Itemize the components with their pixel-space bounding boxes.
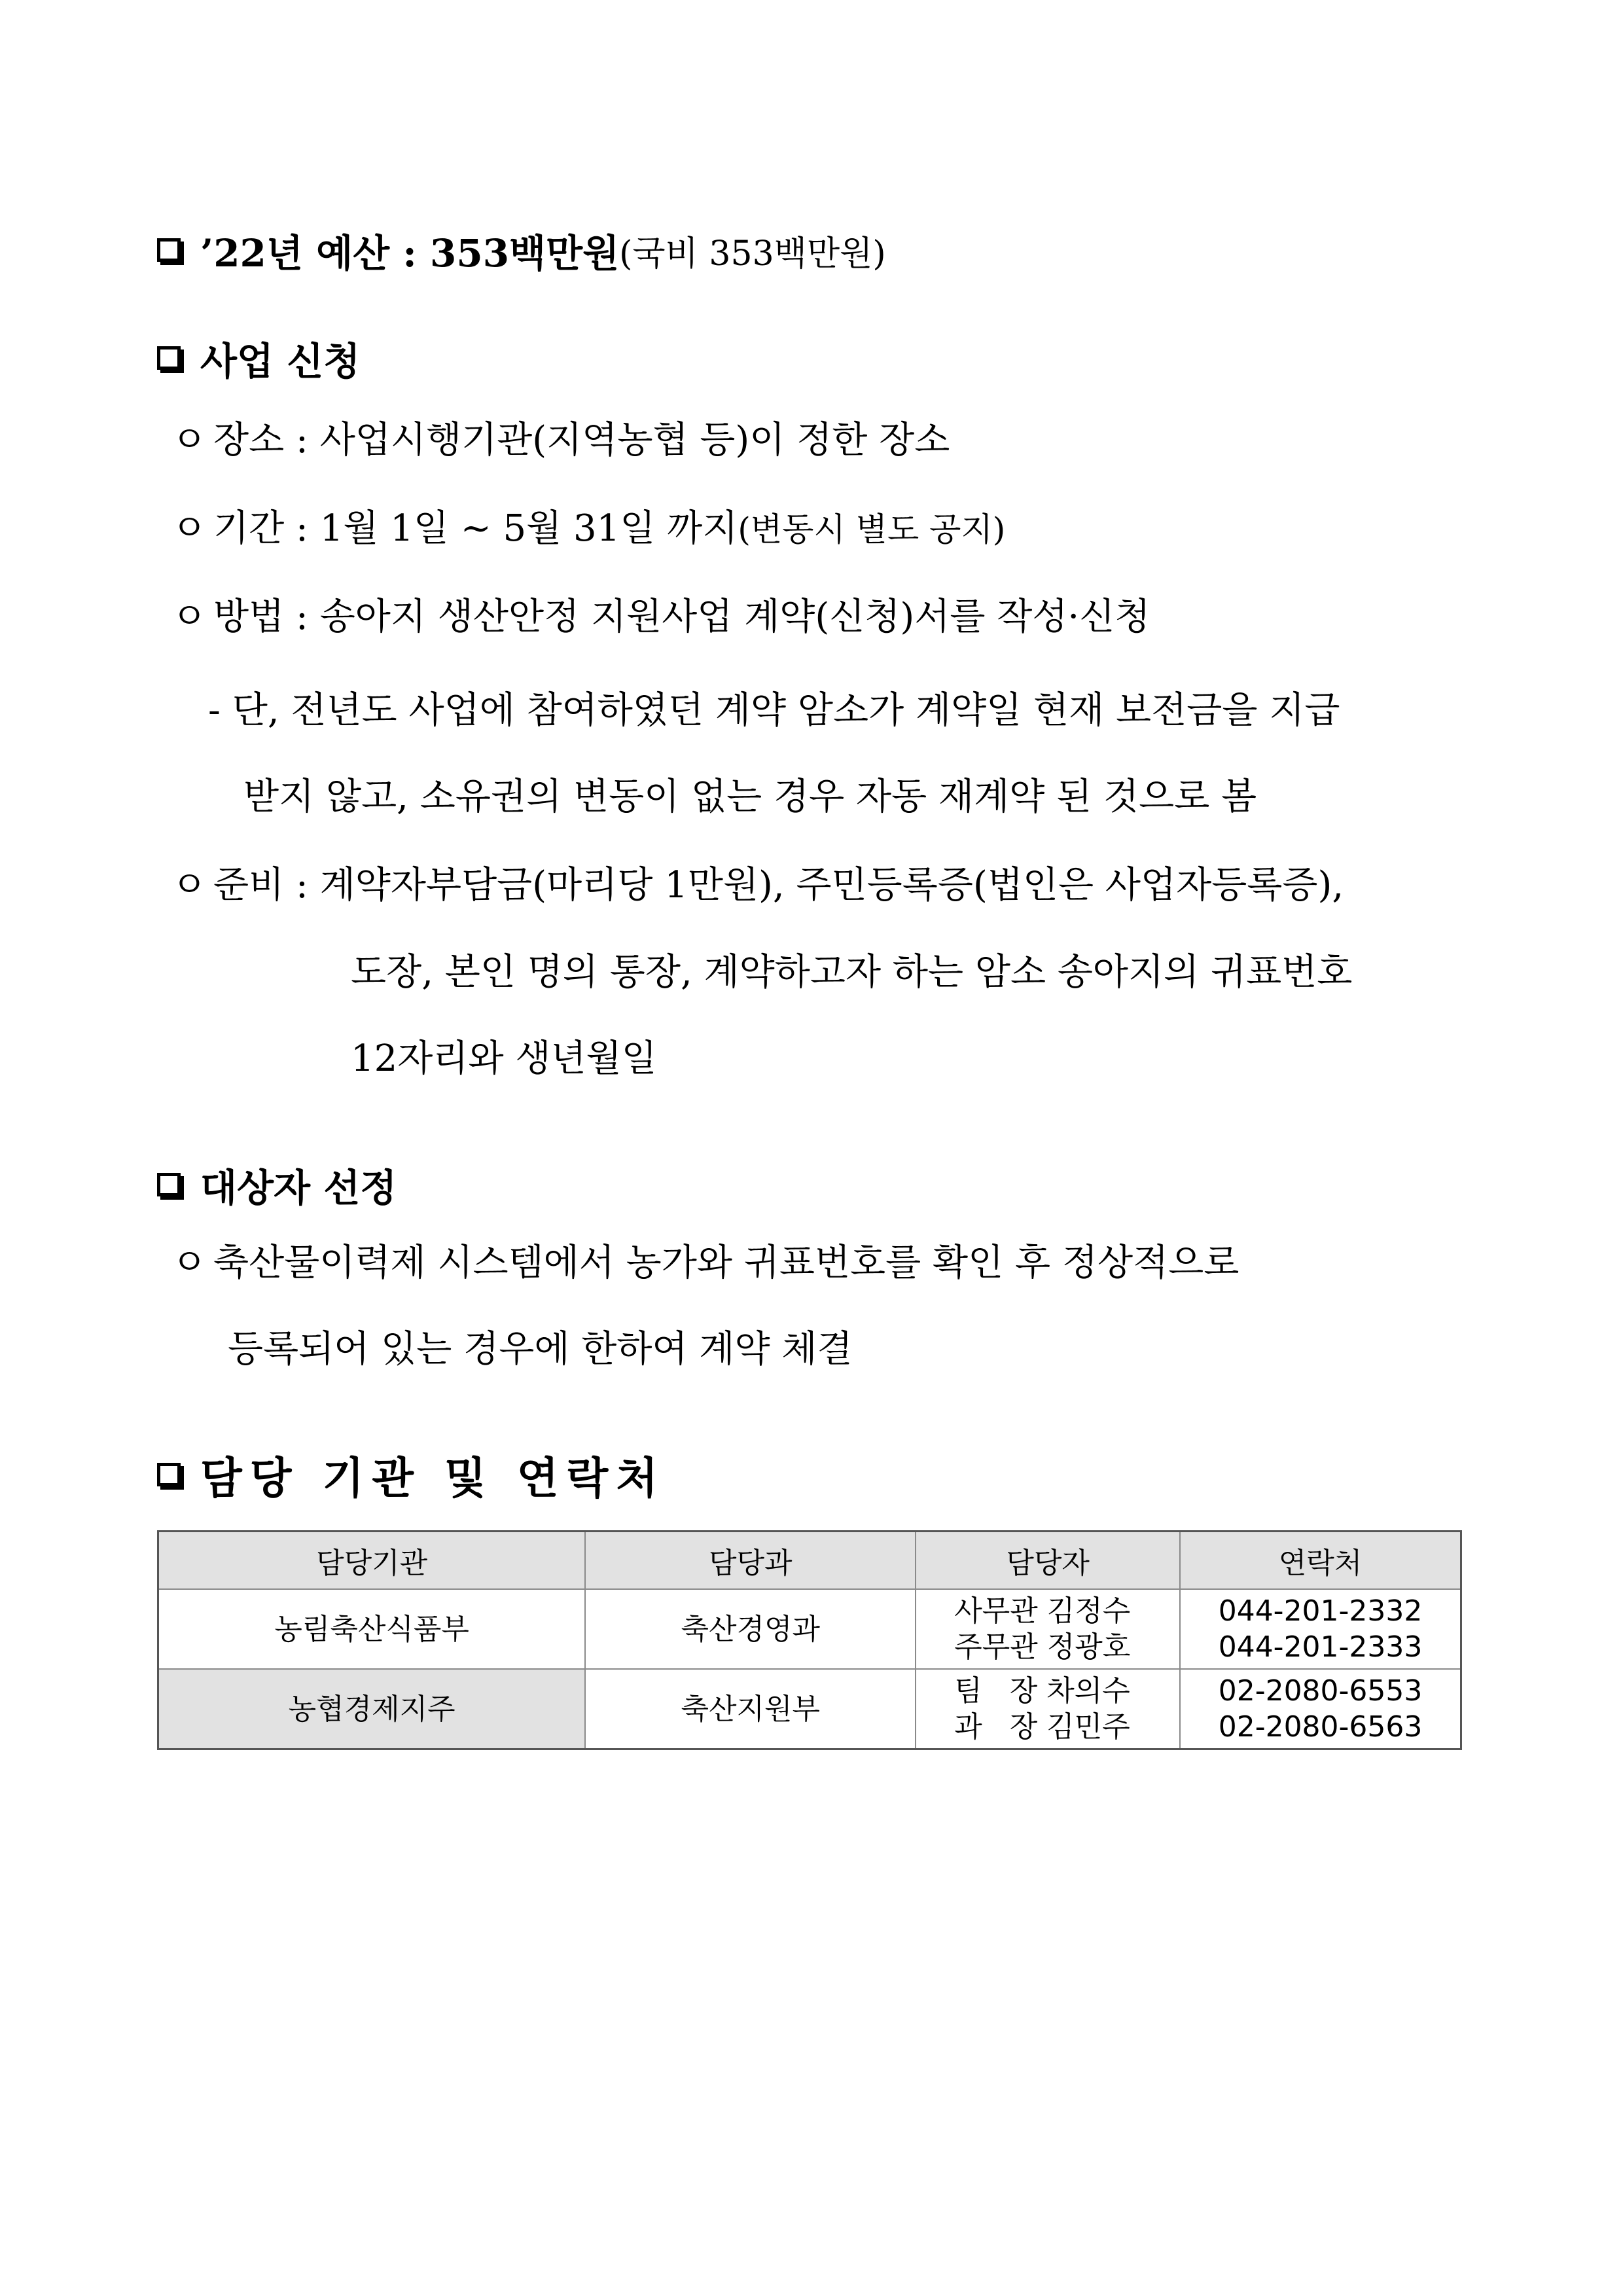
period-item <box>171 507 1006 550</box>
header-phone: 연락처 <box>1180 1532 1461 1590</box>
dept-cell: 축산경영과 <box>585 1589 916 1669</box>
agency-cell: 농림축산식품부 <box>158 1589 586 1669</box>
place-text: 사업시행기관(지역농협 등)이 정한 장소 <box>319 419 950 461</box>
contacts-heading <box>157 1443 666 1505</box>
agency-cell: 농협경제지주 <box>158 1669 586 1749</box>
application-heading <box>157 331 360 386</box>
method-text: 송아지 생산안정 지원사업 계약(신청)서를 작성·신청 <box>319 596 1150 638</box>
table-row <box>158 1589 1461 1669</box>
table-header-row <box>158 1532 1461 1590</box>
person-cell <box>916 1589 1180 1669</box>
circle-bullet-icon: ㅇ <box>171 864 207 906</box>
prep-line2: 도장, 본인 명의 통장, 계약하고자 하는 암소 송아지의 귀표번호 <box>351 951 1353 994</box>
person-1: 팀 장 차의수 <box>954 1674 1130 1708</box>
method-sub-item <box>208 689 1340 732</box>
method-label: 방법 <box>213 596 285 638</box>
checkbox-icon <box>157 346 181 370</box>
phone-2: 02-2080-6563 <box>1218 1710 1423 1744</box>
selection-line1: 축산물이력제 시스템에서 농가와 귀표번호를 확인 후 정상적으로 <box>213 1242 1240 1284</box>
period-text: 1월 1일 ~ 5월 31일 까지 <box>319 507 738 550</box>
selection-heading <box>157 1157 397 1212</box>
header-person: 담당자 <box>916 1532 1180 1590</box>
prep-label: 준비 <box>213 864 285 906</box>
separator: : <box>296 507 308 550</box>
circle-bullet-icon: ㅇ <box>171 507 207 550</box>
person-1: 사무관 김정수 <box>954 1594 1131 1628</box>
checkbox-icon <box>157 1463 181 1486</box>
phone-cell <box>1180 1669 1461 1749</box>
header-dept: 담당과 <box>585 1532 916 1590</box>
period-label: 기간 <box>213 507 285 550</box>
budget-note: (국비 353백만원) <box>619 234 886 274</box>
prep-line1: 계약자부담금(마리당 1만원), 주민등록증(법인은 사업자등록증), <box>319 864 1344 906</box>
method-item <box>171 596 1150 638</box>
separator: : <box>296 596 308 638</box>
application-title: 사업 신청 <box>200 339 361 384</box>
contacts-table <box>157 1530 1462 1750</box>
phone-cell <box>1180 1589 1461 1669</box>
dash-bullet-icon: - <box>208 689 221 732</box>
dept-cell: 축산지원부 <box>585 1669 916 1749</box>
selection-line2: 등록되어 있는 경우에 한하여 계약 체결 <box>228 1328 853 1371</box>
separator: : <box>296 864 308 906</box>
person-cell <box>916 1669 1180 1749</box>
selection-title: 대상자 선정 <box>200 1166 397 1210</box>
prep-item <box>171 864 1344 906</box>
place-item <box>171 419 950 461</box>
place-label: 장소 <box>213 419 285 461</box>
checkbox-icon <box>157 1173 181 1196</box>
phone-1: 02-2080-6553 <box>1218 1674 1423 1708</box>
checkbox-icon <box>157 238 181 262</box>
circle-bullet-icon: ㅇ <box>171 419 207 461</box>
header-agency: 담당기관 <box>158 1532 586 1590</box>
table-row <box>158 1669 1461 1749</box>
phone-2: 044-201-2333 <box>1218 1630 1423 1664</box>
phone-1: 044-201-2332 <box>1218 1594 1423 1628</box>
person-2: 주무관 정광호 <box>954 1630 1131 1664</box>
method-sub-line1: 단, 전년도 사업에 참여하였던 계약 암소가 계약일 현재 보전금을 지급 <box>232 689 1340 732</box>
period-note: (변동시 별도 공지) <box>738 511 1006 548</box>
separator: : <box>296 419 308 461</box>
person-2: 과 장 김민주 <box>954 1710 1130 1744</box>
contacts-title: 담당 기관 및 연락처 <box>200 1452 666 1503</box>
method-sub-line2: 받지 않고, 소유권의 변동이 없는 경우 자동 재계약 된 것으로 봄 <box>243 776 1257 818</box>
budget-title: ’22년 예산 : 353백만원 <box>200 231 620 276</box>
budget-heading <box>157 223 886 278</box>
selection-item <box>171 1242 1240 1284</box>
circle-bullet-icon: ㅇ <box>171 1242 207 1284</box>
prep-line3: 12자리와 생년월일 <box>351 1037 657 1080</box>
circle-bullet-icon: ㅇ <box>171 596 207 638</box>
